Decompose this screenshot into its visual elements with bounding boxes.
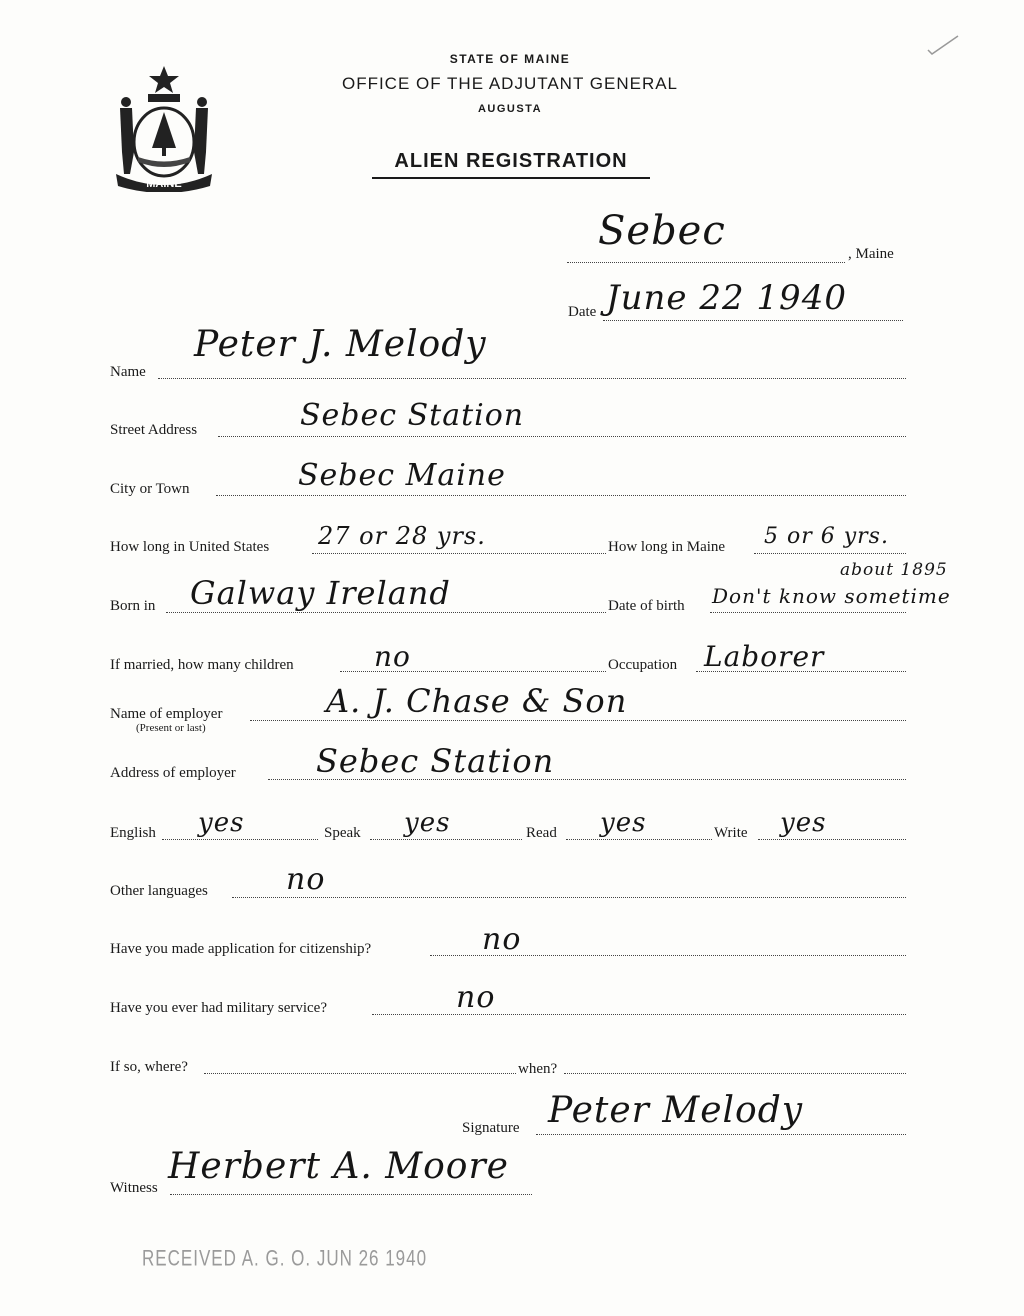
witness-label: Witness: [110, 1180, 158, 1196]
signature-value: Peter Melody: [548, 1090, 804, 1131]
other-languages-value: no: [286, 862, 326, 897]
married-children-label: If married, how many children: [110, 657, 294, 673]
citizenship-value: no: [482, 922, 522, 957]
occupation-label: Occupation: [608, 657, 678, 673]
check-mark-icon: [926, 34, 960, 56]
when-label: when?: [518, 1061, 558, 1077]
speak-value: yes: [404, 808, 451, 838]
date-label: Date: [568, 304, 597, 320]
office-heading: OFFICE OF THE ADJUTANT GENERAL: [341, 74, 679, 93]
employer-name-value: A. J. Chase & Son: [326, 682, 628, 720]
how-long-us-label: How long in United States: [110, 539, 270, 555]
how-long-maine-value: 5 or 6 yrs.: [764, 524, 889, 549]
employer-note-label: (Present or last): [136, 722, 206, 734]
how-long-maine-label: How long in Maine: [608, 539, 726, 555]
born-in-label: Born in: [110, 598, 156, 614]
date-of-birth-note: about 1895: [840, 560, 948, 580]
city-heading: AUGUSTA: [477, 103, 543, 115]
street-address-label: Street Address: [110, 422, 198, 438]
city-or-town-label: City or Town: [110, 481, 190, 497]
employer-name-label: Name of employer: [110, 706, 223, 722]
date-value: June 22 1940: [606, 278, 847, 318]
town-value: Sebec: [598, 208, 726, 254]
citizenship-label: Have you made application for citizenship?: [110, 941, 372, 957]
maine-label: , Maine: [848, 246, 894, 262]
date-of-birth-value: Don't know sometime: [712, 584, 951, 608]
write-value: yes: [780, 808, 827, 838]
other-languages-label: Other languages: [110, 883, 208, 899]
military-value: no: [456, 980, 496, 1015]
read-label: Read: [526, 825, 557, 841]
city-or-town-value: Sebec Maine: [298, 458, 506, 493]
received-stamp: RECEIVED A. G. O. JUN 26 1940: [142, 1246, 428, 1271]
military-label: Have you ever had military service?: [110, 1000, 327, 1016]
english-label: English: [110, 825, 156, 841]
speak-label: Speak: [324, 825, 361, 841]
street-address-value: Sebec Station: [300, 398, 525, 433]
if-so-where-label: If so, where?: [110, 1059, 188, 1075]
married-children-value: no: [374, 640, 411, 673]
state-heading: STATE OF MAINE: [449, 52, 571, 66]
date-of-birth-label: Date of birth: [608, 598, 685, 614]
seal-text: MAINE: [146, 178, 182, 190]
write-label: Write: [714, 825, 748, 841]
how-long-us-value: 27 or 28 yrs.: [318, 522, 486, 550]
signature-label: Signature: [462, 1120, 520, 1136]
employer-address-value: Sebec Station: [316, 742, 555, 780]
occupation-value: Laborer: [704, 640, 825, 673]
name-value: Peter J. Melody: [194, 324, 487, 365]
read-value: yes: [600, 808, 647, 838]
form-title: ALIEN REGISTRATION: [372, 150, 650, 179]
english-value: yes: [198, 808, 245, 838]
employer-address-label: Address of employer: [110, 765, 236, 781]
witness-value: Herbert A. Moore: [168, 1146, 509, 1187]
name-label: Name: [110, 364, 146, 380]
state-of-maine-seal-icon: [112, 62, 216, 192]
born-in-value: Galway Ireland: [190, 574, 451, 612]
